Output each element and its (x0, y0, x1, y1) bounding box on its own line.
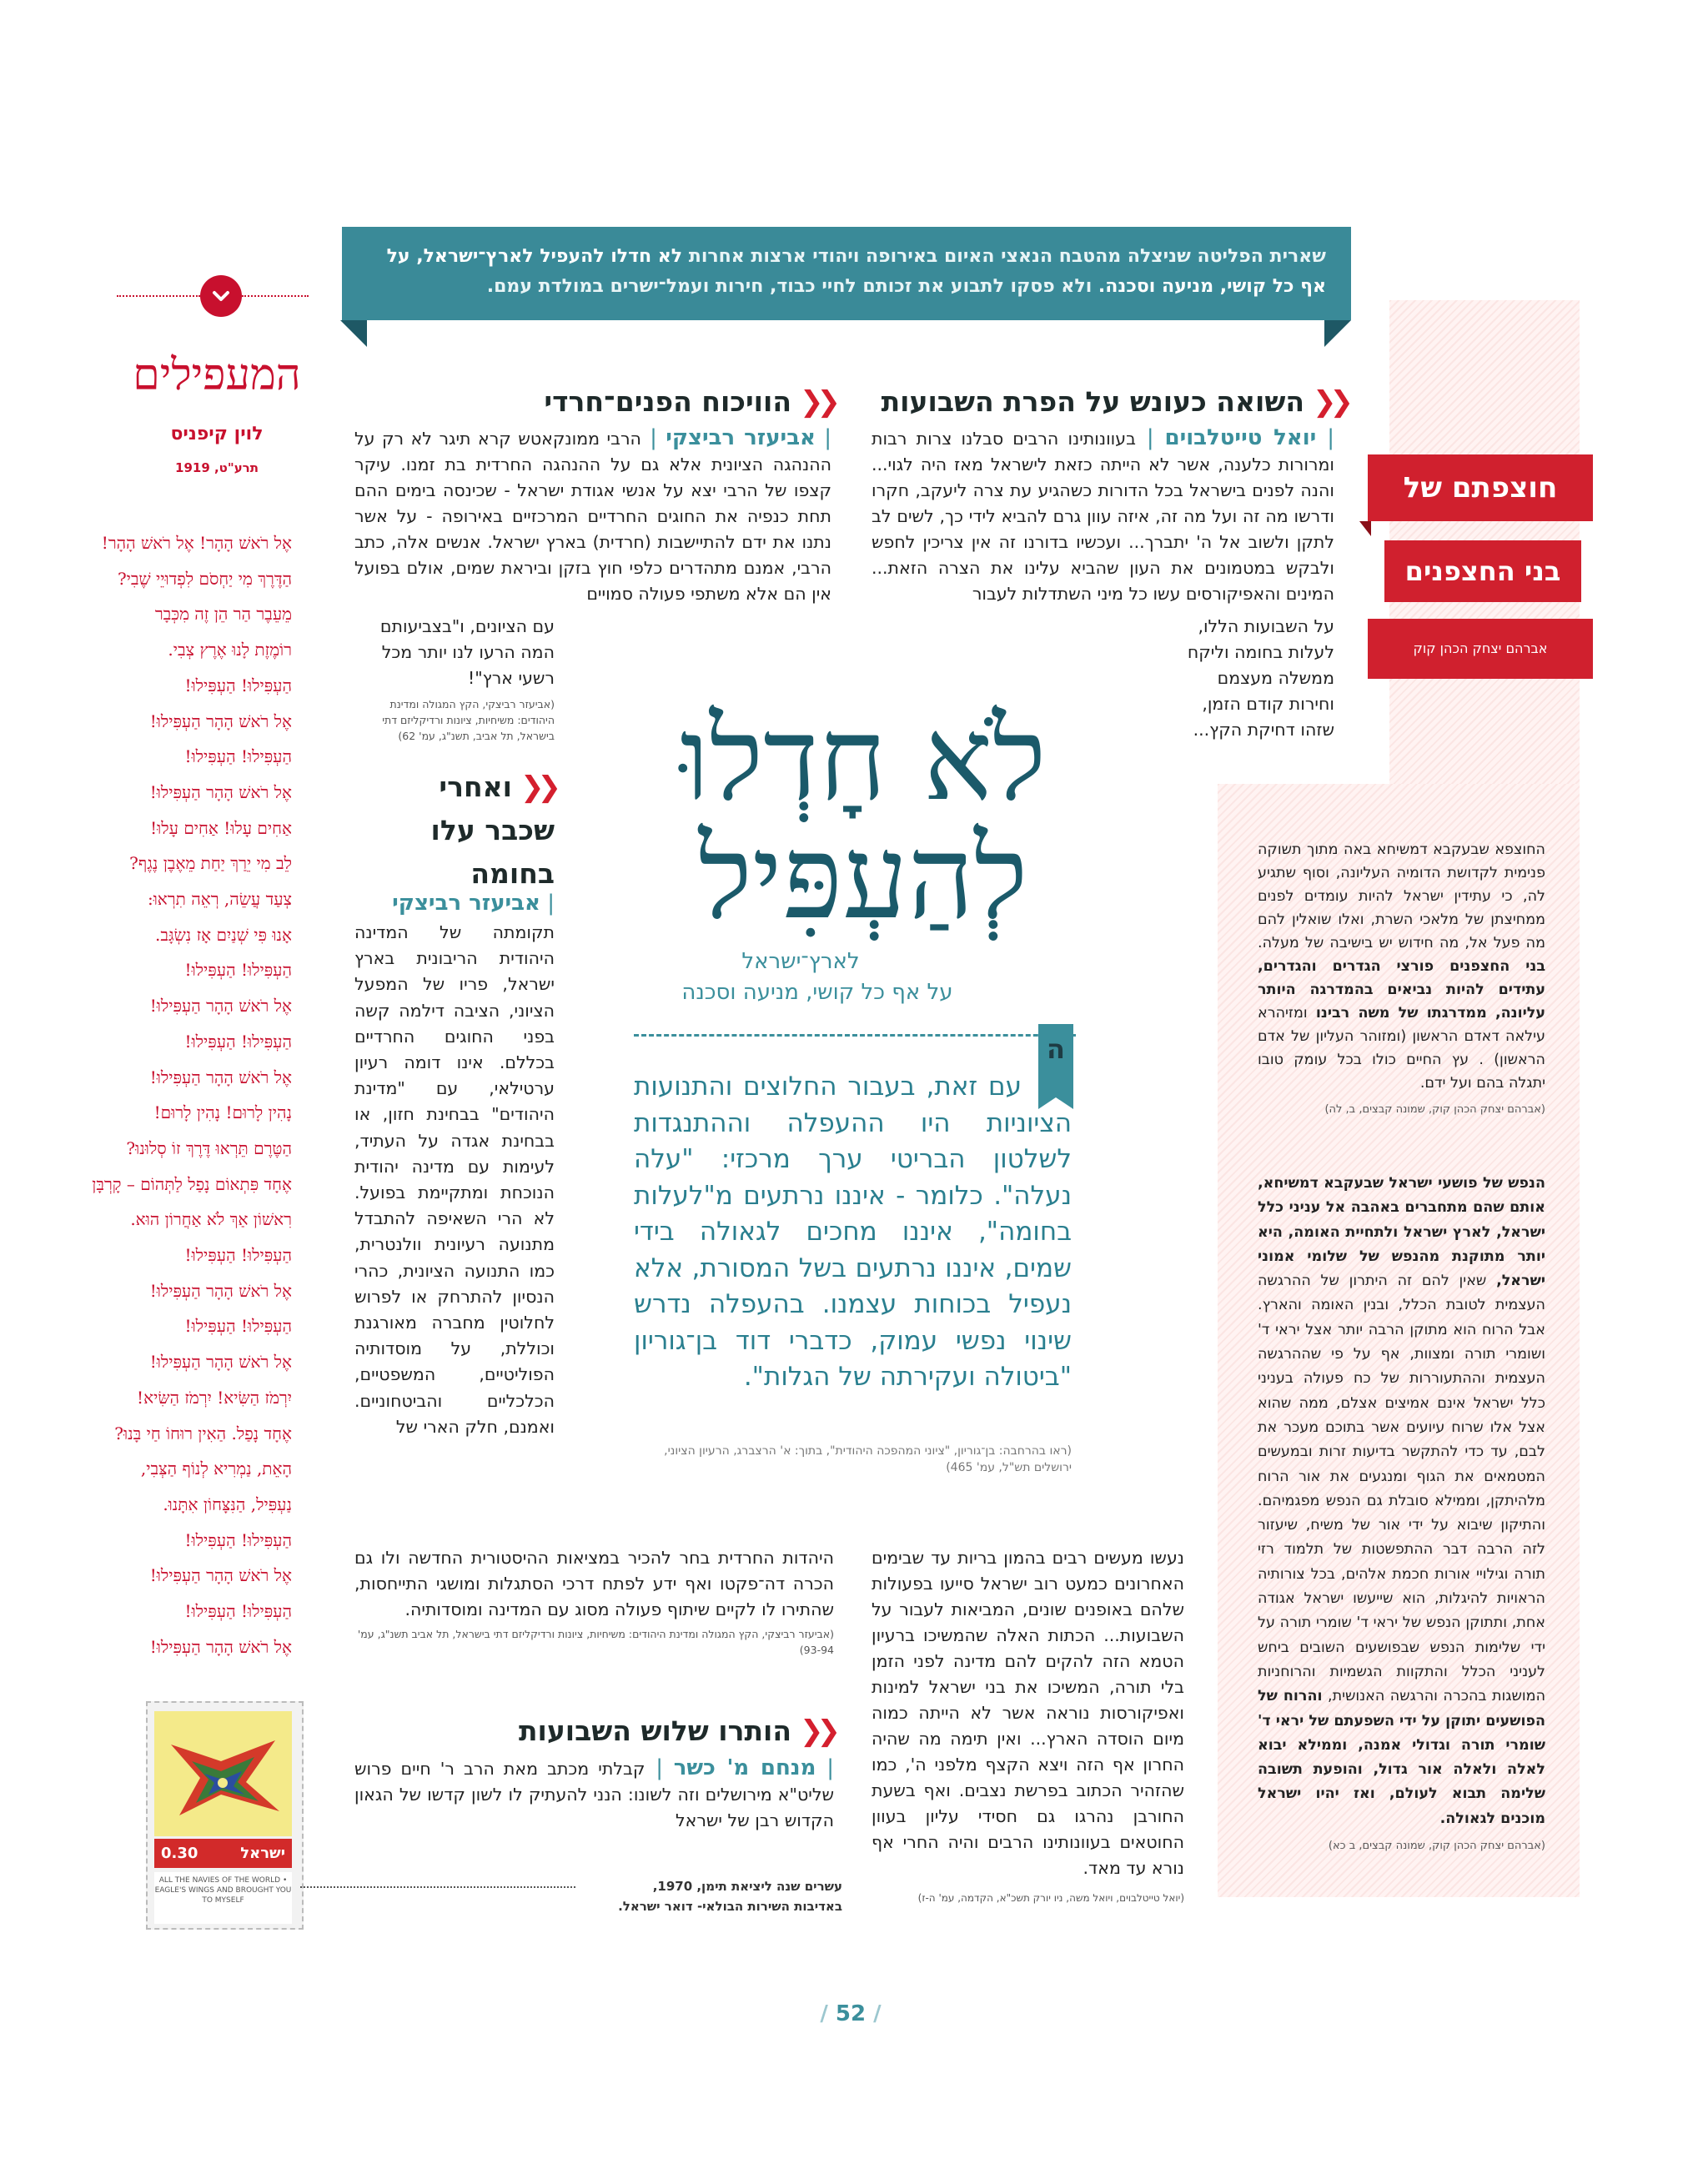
poem-line: רוֹמֶזֶת לָנוּ אֶרֶץ צְבִי. (168, 640, 292, 660)
article-shoah-continued (872, 1545, 1184, 1906)
poem-line: הַעְפִּילוּ! הַעְפִּילוּ! (184, 1245, 292, 1266)
poem-line: הַעְפִּילוּ! הַעְפִּילוּ! (184, 1031, 292, 1052)
poem-line: אֶל רֹאשׁ הָהָר הַעְפִּילוּ! (149, 1067, 292, 1087)
page-number: / 52 / (820, 2001, 882, 2026)
shoah-narrow-line: שזהו דחיקת הקץ... (1193, 720, 1334, 740)
poem-line: אֶל רֹאשׁ הָהָר הַעְפִּילוּ! (149, 1565, 292, 1586)
article-hutru-title-text: הותרו שלוש השבועות (518, 1715, 792, 1747)
article-acharei-narrow (354, 920, 555, 1440)
poem-line: אֶל רֹאשׁ הָהָר הַעְפִּילוּ! (149, 996, 292, 1017)
drop-letter: ה (1047, 1033, 1065, 1065)
article-vikuach-body (354, 425, 831, 607)
poem-line: אֶל רֹאשׁ הָהָר הַעְפִּילוּ! (149, 1636, 292, 1657)
article-acharei-author: אביעזר רביצקי (392, 891, 540, 916)
article-vikuach-author: אביעזר רביצקי (666, 425, 816, 450)
banner-text (384, 242, 1326, 302)
poem-line: רִאשׁוֹן אַךְ לֹא אַחֲרוֹן הוּא. (130, 1209, 292, 1230)
side-p1-a: החוצפא שבעקבא דמשיחא באה מתוך תשוקה פנימית לקדושת הדומיה העליונה, וסוף שתגיע לה, כי עתידין ישראל להיות עומדים לפנים ממחיצתן של מלאכי השרת, ואלו שואלין להם מה פעל אל, מה חידוש יש בישיבה של מעלה. (1258, 841, 1545, 951)
poem-date: תרע"ט, 1919 (175, 460, 259, 475)
poem-line: הַטֶּרֶם תֵּרְאוּ דֶּרֶךְ זוֹ סְלוּנוּ? (126, 1137, 292, 1158)
article-acharei-title-line: ואחרי (439, 771, 513, 803)
side-paragraph-2 (1258, 1172, 1545, 1855)
article-shoah-author: יואל טייטלבוים (1164, 425, 1317, 450)
stamp-caption (575, 1876, 842, 1916)
side-p1-c: בהמדרגה היותר עליונה, ממדרגתו של משה רבינו (1258, 982, 1545, 1022)
poem-line: נָהִין לָרוּם! נָהִין לָרוּם! (153, 1102, 292, 1123)
poem-line: אֶל רֹאשׁ הָהָר! אֶל רֹאשׁ הָהָר! (101, 533, 292, 553)
double-chevron-icon: ❮❮ (800, 1715, 834, 1748)
poem-line: הַדֶּרֶךְ מִי יַחְסֹם לִפְדוּיֵי שֶׁבִי? (117, 568, 292, 589)
article-shoah (872, 385, 1347, 419)
article-acharei-cite: (אביעזר רביצקי, הקץ המגולה ומדינת היהודים: משיחיות, ציונות ורדיקליזם דתי בישראל, תל אביב תשנ"ג, עמ' 93-94) (357, 1628, 834, 1656)
side-cite-1: (אברהם יצחק הכהן קוק, שמונה קבצים, ב, לה) (1324, 1103, 1545, 1116)
article-acharei-wide-body: היהדות החרדית בחר להכיר במציאות ההיסטורית החדשה ולו גם הכרה דה־פקטו ואף ידע לפתח דרכי הסתגלות ומושגי התייחסות, שהתירו לו לקיים שיתוף פעולה מסוג עם המדינה ומוסדותיה. (354, 1548, 834, 1619)
vikuach-narrow-line: המה הרעו לנו יותר מכל (381, 642, 555, 662)
chevron-down-icon (200, 275, 242, 317)
article-shoah-body-text: בעוונותינו הרבים סבלנו צרות רבות ומרורות כלענה, אשר לא הייתה כזאת לישראל מאז היה לגוי... והנה לפנים בישראל בכל הדורות כשהגיע עת צרה ליעקב, חקרו ודרשו מה זה ועל מה זה, איזה עוון גרם להביא לידי כך, לשים לב לתקן ולשוב אל ה' יתברך... ועכשיו בדורנו זה אין צריכין לחפש ולבקש במטמונים את העון שהביא עלינו את הצרה הזאת... המינים והאפיקורסים עשו כל מיני השתדלות לעבור (872, 429, 1334, 604)
shoah-narrow-line: ממשלה מעצמם (1217, 668, 1334, 688)
poem-line: אֶחָד פִּתְאוֹם נָפַל לַתְּהוֹם – קָרְבָּן (92, 1173, 292, 1194)
big-title-line2: לְהַעְפִּיל (698, 811, 1028, 945)
stamp-country: ישראל (240, 1845, 285, 1862)
article-acharei-title-line: שכבר עלו (430, 814, 555, 846)
pull-quote (634, 1069, 1072, 1396)
article-acharei-byline: | אביעזר רביצקי (392, 891, 555, 916)
poem-line: הַעְפִּילוּ! הַעְפִּילוּ! (184, 746, 292, 767)
banner-fold-right (1324, 320, 1351, 347)
poem-line: אֶחָד נָפַל. הַאִין רוּחוֹ חַי בָּנוּ? (114, 1423, 292, 1443)
article-vikuach-narrow (354, 614, 555, 744)
article-acharei-wide (354, 1545, 834, 1658)
article-acharei-title-line: בחומה (470, 857, 555, 890)
banner-line2-post: ולא פסקו לתבוע את זכותם לחיי כבוד, חירות ועמל־ישרים במולדת עמם. (486, 276, 1098, 297)
article-vikuach-title-text: הוויכוח הפנים־חרדי (544, 385, 792, 418)
article-hutru-body-text: קבלתי מכתב מאת הרב ר' חיים פרוש שליט"א מירושלים וזה לשונו: הנני להעתיק לו לשון קדשו של הגאון הקדוש רבן של ישראל (354, 1759, 834, 1830)
dotted-rule-right (242, 295, 309, 297)
side-p2-bold: הנפש של פושעי ישראל שבעקבא דמשיחא, אותם שהם מתחברים באהבה אל עניני כלל ישראל, לארץ ישראל ולתחיית האומה, היא יותר מתוקנת מהנפש של שלומי אמוני ישראל, (1258, 1175, 1545, 1290)
poem-line: מֵעֵבֶר הַר הֵן זֶה מִכְּבָר (154, 604, 292, 625)
double-chevron-icon: ❮❮ (800, 385, 834, 419)
double-chevron-icon: ❮❮ (520, 771, 555, 804)
stamp-tab: ALL THE NAVIES OF THE WORLD • EAGLE'S WINGS AND BROUGHT YOU TO MYSELF (154, 1872, 292, 1924)
article-shoah-body-bottom: נעשו מעשים רבים בהמון בריות עד שבימים האחרונים כמעט רוב ישראל סייעו בפעולות שלהם באופנים שונים, המביאות לעבור על השבועות... הכתות האלה שהמשיכו ברעיון הטמא הזה להקים להם מדינה לפני הזמן בלי תורה, המשיכו את בני ישראל למינות ואפיקורסות נוראה אשר לא הייתה כמוה מיום הוסדה הארץ... ואין תימה מה שהיה החרון אף הזה ויצא הקצף מלפני ה', כמו שהזהיר הכתוב בפרשת נצבים. ואף בשעת החורבן נהרגו גם חסידי עליון בעוון החוטאים בעוונותינו הרבים והיה החרי אף נורא עד מאד. (872, 1548, 1184, 1878)
article-hutru-byline: | מנחם מ' כשר | (645, 1755, 834, 1780)
article-hutru-author: מנחם מ' כשר (673, 1755, 816, 1780)
article-shoah-title (872, 385, 1347, 419)
subtitle-2: על אף כל קושי, מניעה וסכנה (681, 980, 953, 1005)
shoah-narrow-line: על השבועות הללו, (1198, 616, 1334, 636)
shoah-narrow-line: לעלות בחומה וליקח (1187, 642, 1334, 662)
poem-line: אֶל רֹאשׁ הָהָר הַעְפִּילוּ! (149, 1352, 292, 1373)
side-p2-end: והרוח של הפושעים יתוקן על ידי השפעתם של יראי ד' שומרי תורה וגדולי אמנה, וממילא יבוא לאלה ולאלה אור גדול, והופעת תשובה שלימה תבוא לעולם, ואז יהיו ישראל מוכנים לגאולה. (1258, 1688, 1545, 1827)
article-shoah-cite: (יואל טייטלבוים, ויואל משה, ניו יורק תשכ"א, הקדמה, עמ' ה-ז) (917, 1892, 1184, 1904)
poem-line: הַעְפִּילוּ! הַעְפִּילוּ! (184, 675, 292, 695)
dashed-divider (634, 1034, 1076, 1037)
poem-line: הַעְפִּילוּ! הַעְפִּילוּ! (184, 960, 292, 981)
dotted-rule-left (117, 295, 200, 297)
side-p1-d: ומזיהרא עילאה דאדם הראשון (ומזוהר העליון של אדם הראשון) . עץ החיים כולו בכל עומק טובו יתגלה בהם ועל ידם. (1258, 1005, 1545, 1092)
poem-line: הָאֵת, נַמְרִיא לְנוֹף הַצְּבִי, (140, 1459, 292, 1479)
poem-line: הַעְפִּילוּ! הַעְפִּילוּ! (184, 1316, 292, 1337)
poem-line: לֵב מִי יֵרַךְ יַחַת מֵאֶבֶן נֶגֶף? (129, 853, 292, 874)
article-shoah-title-text: השואה כעונש על הפרת השבועות (881, 385, 1305, 418)
poem-line: נַעְפִּיל, הַנִּצָּחוֹן אִתָּנוּ. (163, 1494, 292, 1514)
side-p2-rest: שאין להם זה היתרון של ההרגשה העצמית לטובת הכלל, ובנין האומה והארץ. אבל הרוח הוא מתוקן הרבה יותר אצל יראי ד' ושומרי תורה ומצוות, אף על פי שההרגשה העצמית וההתעוררות של כח פעולה בעניני כלל ישראל אינם אמיצים אצלם, ממה שהוא אצל אלו שרוח עיועים אשר בתוכם מעכר את לבם, עד כדי להתקשר בדיעות זרות ובמעשים המטמאים את הגוף ומנגעים את אור הרוח מלהיתקן, וממילא סובלת גם הנפש מפגמיהם. והתיקון שיבוא על ידי אור של משיח, שיעזור לזה הרבה דבר ההתפשטות של תלמוד רזי תורה וגילויי אורות חכמת אלהים, בכל צורותיה הראויות להיגלות, הוא שייעשו ישראל אגודה אחת, ותתוקן הנפש של יראי ד' שומרי תורה על ידי שלימות הנפש שבפושעים השובים ביחש לעניני הכלל והתקוות הגשמיות והרוחניות המושגות בהכרה והרגשה האנושית, (1258, 1273, 1546, 1705)
article-vikuach-cite: (אביעזר רביצקי, הקץ המגולה ומדינת היהודים: משיחיות, ציונות ורדיקליזם דתי בישראל, תל אביב, תשנ"ג, עמ' 62) (382, 698, 555, 742)
poem-line: אֶל רֹאשׁ הָהָר הַעְפִּילוּ! (149, 710, 292, 731)
side-p1-b: בני החצפנים פורצי הגדרים והגדרים, עתידים להיות נביאים (1258, 958, 1545, 998)
subtitle-1: לארץ־ישראל (741, 949, 860, 974)
banner-line1-pre: שארית הפליטה שניצלה מהטבח הנאצי האיום באירופה ויהודי ארצות אחרות (682, 246, 1326, 267)
stamp-caption-line2: באדיבות השירות הבולאי- דואר ישראל. (618, 1899, 842, 1914)
stamp-denomination (154, 1839, 292, 1868)
article-hutru (354, 1715, 834, 1748)
banner-fold-left (340, 320, 367, 347)
stamp-value: 0.30 (161, 1845, 198, 1862)
poem-title: המעפילים (133, 350, 301, 400)
poem-line: אָנוּ פִּי שְׁנַיִם אָז נִשְׂגָּב. (154, 924, 292, 945)
stamp-eagle-illustration (154, 1711, 292, 1836)
article-shoah-narrow (1163, 614, 1334, 743)
stamp-leader-line (300, 1886, 575, 1888)
side-cite-2: (אברהם יצחק הכהן קוק, שמונה קבצים, ב כא) (1328, 1840, 1545, 1853)
article-vikuach-byline: | אביעזר רביצקי | (640, 425, 831, 450)
ribbon-fold (1359, 521, 1371, 536)
pull-quote-text: עם זאת, בעבור החלוצים והתנועות הציוניות היו ההעפלה וההתנגדות לשלטון הבריטי ערך מרכזי: "עלה נעלה". כלומר - איננו נרתעים מ"לעלות בחומה", איננו מחכים לגאולה בידי שמים, איננו נרתעים בשל המסורת, אלא נעפיל בכוחות עצמנו. בהעפלה נדרש שינוי נפשי עמוק, כדברי דוד בן־גוריון "ביטולה ועקירתה של הגלות". (634, 1072, 1072, 1392)
article-shoah-byline: | יואל טייטלבוים | (1135, 425, 1334, 450)
article-vikuach-body-text: הרבי ממונקאטש קרא תיגר לא רק על ההנהגה הציונית אלא גם על ההנהגה החרדית בת זמנו. עיקר קצפו של הרבי יצא על אנשי אגודת ישראל - שכינסה בימים ההם תחת כנפיה את החוגים החרדיים המרכזיים באירופה - על אשר נתנו את ידם להתיישבות (חרדית) בארץ ישראל. אנשים אלה, כתב הרבי, אמנם מתהדרים כלפי חוץ בזקן וביראת שמים, אולם בפועל אין הם אלא משתפי פעולה סמויים (354, 429, 831, 604)
article-hutru-title (354, 1715, 834, 1748)
poem-line: צְעַד עֲשֵׂה, רְאֵה תִרְאוּ: (147, 889, 292, 910)
article-acharei-title (354, 766, 555, 896)
side-paragraph-1 (1258, 838, 1545, 1118)
side-ribbon-author: אברהם יצחק הכהן קוק (1368, 619, 1593, 679)
double-chevron-icon: ❮❮ (1313, 385, 1347, 419)
poem-line: אֶל רֹאשׁ הָהָר הַעְפִּילוּ! (149, 781, 292, 802)
shoah-narrow-line: וחירות קודם הזמן, (1202, 694, 1334, 714)
big-title-line1: לֹא חָדְלוּ (680, 692, 1047, 826)
page-number-value: 52 (835, 2001, 867, 2026)
poem-line: הַעְפִּילוּ! הַעְפִּילוּ! (184, 1601, 292, 1622)
pull-quote-cite: (ראו בהרחבה: בן־גוריון, "ציוני המהפכה היהודית", בתוך: א' הרצברג, הרעיון הציוני, ירושלים תש"ל, עמ' 465) (664, 1444, 1072, 1474)
banner-line1-highlight: לא חדלו להעפיל לארץ־ישראל, על (386, 246, 683, 267)
poem-line: הַעְפִּילוּ! הַעְפִּילוּ! (184, 1529, 292, 1550)
article-vikuach (354, 385, 834, 419)
side-ribbon-title-1: חוצפתם של (1368, 454, 1593, 521)
article-shoah-body (872, 425, 1334, 607)
big-title (630, 692, 1097, 945)
banner-line2-highlight: אף כל קושי, מניעה וסכנה. (1098, 276, 1326, 297)
poem-line: יִרְמֹז הַשִּׂיא! יִרְמֹז הַשִּׂיא! (137, 1387, 292, 1408)
article-hutru-body (354, 1755, 834, 1834)
article-acharei-body: תקומתה של המדינה היהודית הריבונית בארץ ישראל, פריו של המפעל הציוני, הציבה דילמה קשה בפני החוגים החרדיים בכללם. אינו דומה רעיון ערטילאי, עם "מדינת היהודים" בבחינת חזון, או בבחינת אגדה על העתיד, לעימות עם מדינה יהודית הנוכחת ומתקיימת בפועל. לא הרי השאיפה להתבדל מתנועה רעיונית וולנטרית, כמו התנועה הציונית, כהרי הנסיון להתרחק או לפרוש לחלוטין מחברה מאורגנת וכוללת, על מוסדותיה הפוליטיים, המשפטיים, הכלכליים והביטחוניים. ואמנם, חלק הארי של (354, 922, 555, 1437)
poem-author: לוין קיפניס (170, 424, 264, 444)
stamp-caption-line1: עשרים שנה ליציאת תימן, 1970, (652, 1879, 842, 1894)
poem-body (83, 525, 292, 1665)
article-vikuach-title (354, 385, 834, 419)
vikuach-narrow-line: רשעי ארץ"! (467, 668, 555, 688)
poem-line: אַחִים עָלוּ! אַחִים עָלוּ! (150, 817, 292, 838)
poem-line: אֶל רֹאשׁ הָהָר הַעְפִּילוּ! (149, 1280, 292, 1301)
vikuach-narrow-line: עם הציונים, ו"בצביעותם (379, 616, 555, 636)
side-ribbon-title-2: בני החצפנים (1384, 540, 1581, 602)
